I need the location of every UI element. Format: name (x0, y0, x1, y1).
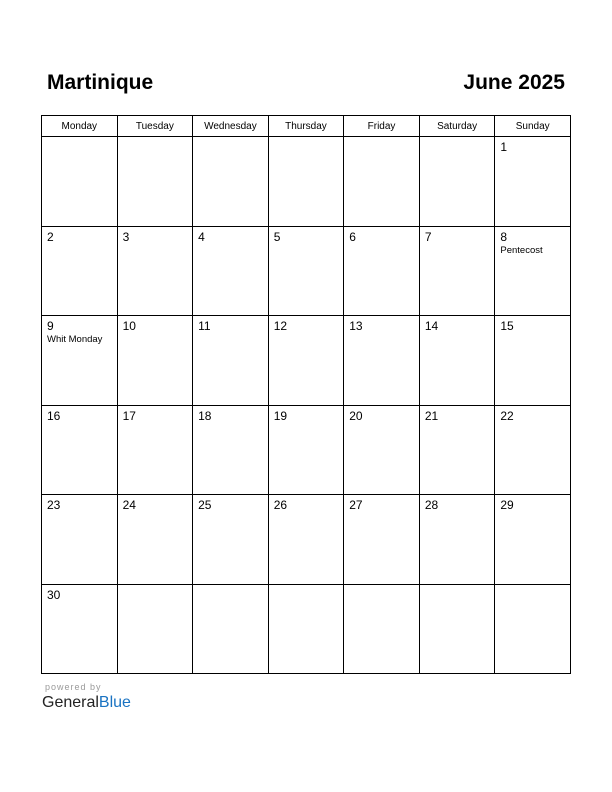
day-cell (42, 405, 118, 495)
day-number: 23 (47, 498, 61, 512)
weekday-saturday: Saturday (419, 116, 495, 137)
week-row (42, 316, 571, 406)
day-number: 8 (500, 229, 508, 244)
week-row (42, 137, 571, 227)
day-number: 15 (500, 319, 514, 333)
day-cell (495, 584, 571, 674)
weekday-friday: Friday (344, 116, 420, 137)
day-number: 2 (47, 229, 54, 244)
weekday-header-row (42, 116, 571, 137)
day-cell (495, 137, 571, 227)
day-number: 13 (349, 319, 363, 333)
day-number (495, 585, 570, 589)
day-cell (117, 316, 193, 406)
day-cell (193, 226, 269, 316)
day-number: 26 (273, 498, 288, 512)
day-cell (419, 584, 495, 674)
day-number: 1 (500, 140, 508, 154)
day-cell (344, 405, 420, 495)
day-cell (268, 584, 344, 674)
day-number (118, 137, 193, 141)
day-number: 10 (122, 319, 136, 333)
day-cell (268, 226, 344, 316)
day-number: 21 (424, 408, 439, 423)
day-number: 24 (122, 498, 136, 512)
day-number: 7 (424, 229, 432, 244)
holiday-label: Pentecost (500, 244, 543, 256)
day-cell (344, 495, 420, 585)
day-cell (344, 584, 420, 674)
day-number (42, 137, 117, 141)
brand-name-part1: General (42, 694, 99, 711)
week-row (42, 495, 571, 585)
day-cell (268, 405, 344, 495)
generalblue-logo[interactable] (42, 694, 131, 712)
day-number: 11 (198, 319, 211, 333)
day-number (118, 585, 193, 589)
day-cell (419, 495, 495, 585)
weekday-sunday: Sunday (495, 116, 571, 137)
month-year-title: June 2025 (463, 71, 565, 94)
day-number: 14 (424, 319, 439, 333)
day-cell (117, 137, 193, 227)
weekday-wednesday: Wednesday (193, 116, 269, 137)
day-number: 22 (500, 408, 514, 423)
day-cell (193, 495, 269, 585)
day-cell (268, 137, 344, 227)
day-cell (193, 316, 269, 406)
day-number: 16 (47, 408, 61, 423)
day-number (344, 137, 419, 141)
weekday-monday: Monday (42, 116, 118, 137)
week-row (42, 405, 571, 495)
day-number (193, 137, 268, 141)
day-cell (268, 495, 344, 585)
day-cell (344, 226, 420, 316)
day-number: 28 (424, 498, 439, 512)
region-title: Martinique (47, 71, 154, 94)
day-cell (419, 405, 495, 495)
day-cell (419, 137, 495, 227)
day-cell (42, 316, 118, 406)
day-cell (42, 495, 118, 585)
day-number: 29 (500, 498, 514, 512)
day-number (193, 585, 268, 589)
day-number: 12 (273, 319, 288, 333)
day-number: 4 (198, 229, 205, 244)
day-number (269, 585, 344, 589)
day-cell (419, 316, 495, 406)
day-number: 18 (198, 408, 212, 423)
day-cell (117, 405, 193, 495)
day-cell (419, 226, 495, 316)
day-cell (193, 405, 269, 495)
day-number: 6 (349, 229, 356, 244)
day-number (344, 585, 419, 589)
day-cell (495, 316, 571, 406)
day-number (269, 137, 344, 141)
day-cell (344, 137, 420, 227)
week-row (42, 226, 571, 316)
day-number: 30 (47, 587, 61, 602)
day-cell (42, 226, 118, 316)
weekday-tuesday: Tuesday (117, 116, 193, 137)
day-cell (495, 226, 571, 316)
calendar-grid (41, 115, 571, 674)
day-cell (193, 584, 269, 674)
day-number: 17 (122, 408, 136, 423)
day-number: 25 (198, 498, 212, 512)
day-cell (495, 405, 571, 495)
brand-name-part2: Blue (98, 694, 131, 711)
day-cell (495, 495, 571, 585)
day-cell (42, 137, 118, 227)
day-number (420, 137, 495, 141)
holiday-label: Whit Monday (47, 334, 103, 345)
day-number: 3 (122, 229, 130, 244)
day-cell (344, 316, 420, 406)
day-number: 5 (273, 229, 281, 244)
day-cell (193, 137, 269, 227)
day-number: 27 (349, 498, 363, 512)
day-number (420, 585, 495, 589)
day-number: 19 (273, 408, 288, 423)
powered-by-label: powered by (45, 682, 102, 692)
week-row (42, 584, 571, 674)
day-number: 9 (47, 319, 54, 333)
day-cell (117, 226, 193, 316)
day-cell (268, 316, 344, 406)
day-number: 20 (349, 408, 363, 423)
day-cell (117, 584, 193, 674)
weekday-thursday: Thursday (268, 116, 344, 137)
day-cell (42, 584, 118, 674)
day-cell (117, 495, 193, 585)
